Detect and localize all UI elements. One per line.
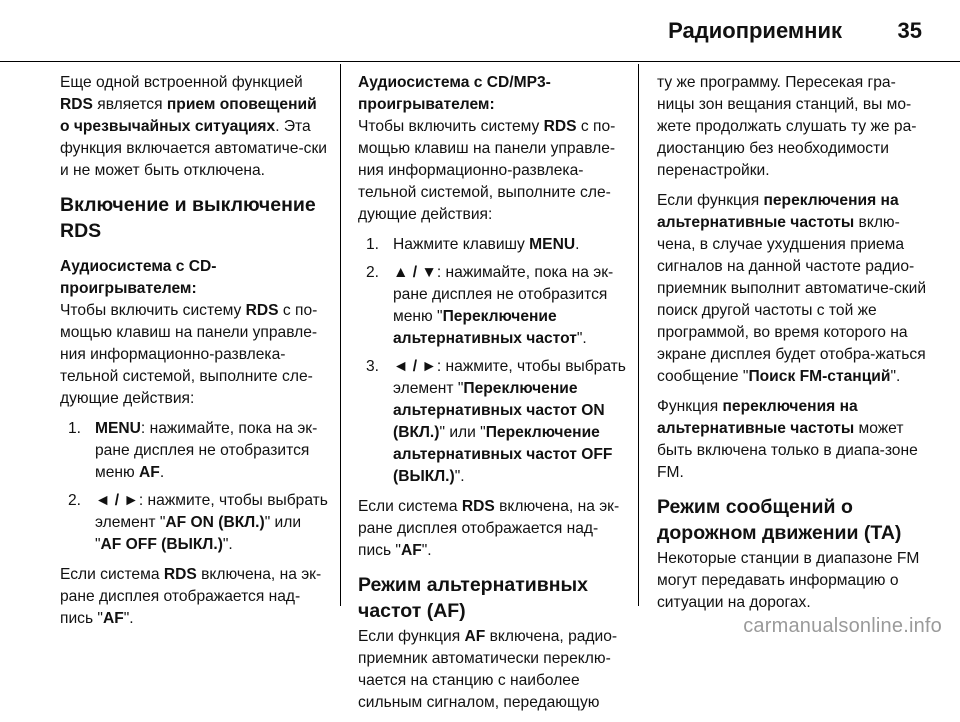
section-heading-ta: Режим сообщений о дорожном движении (TA): [657, 496, 902, 544]
section-heading-rds: Включение и выключение RDS: [60, 194, 316, 242]
af-continuation: ту же программу. Пересекая гра-ницы зон вещания станций, вы мо-жете продолжать слушать ту же ра-диостанцию без необходимости перенастройки.: [657, 74, 917, 179]
watermark-text: carmanualsonline.info: [743, 615, 942, 637]
intro-paragraph: Еще одной встроенной функцией RDS является прием оповещений о чрезвычайных ситуациях. Эта функция включается автоматиче-ски и не может быть отключена.: [60, 74, 328, 179]
rds-status-paragraph-mp3: Если система RDS включена, на эк-ране дисплея отображается над-пись "AF".: [358, 498, 620, 559]
steps-list-mp3: [358, 234, 628, 488]
ta-paragraph: Некоторые станции в диапазоне FM могут передавать информацию о ситуации на дорогах.: [657, 550, 920, 611]
page-header: [0, 0, 960, 62]
subheading-cd-mp3: Аудиосистема с CD/MP3-проигрывателем:: [358, 74, 551, 113]
column-divider-2: [638, 64, 639, 606]
list-item: 2. ▲ / ▼: нажимайте, пока на эк-ране дисплея не отобразится меню "Переключение альтернативных частот".: [366, 264, 614, 347]
section-heading-af: Режим альтернативных частот (AF): [358, 574, 589, 622]
af-switch-paragraph: Если функция переключения на альтернативные частоты вклю-чена, в случае ухудшения приема сигналов на данной частоте радио-приемник выполнит автоматиче-ский поиск другой частоты с той же программой, во время которого на экране дисплея будет отобра-жаться сообщение "Поиск FM-станций".: [657, 192, 927, 385]
list-item: 2. ◄ / ►: нажмите, чтобы выбрать элемент "AF ON (ВКЛ.)" или "AF OFF (ВЫКЛ.)".: [68, 492, 328, 553]
column-2: [358, 72, 628, 722]
subheading-cd: Аудиосистема с CD-проигрывателем:: [60, 258, 217, 297]
column-3: [657, 72, 927, 622]
column-divider-1: [340, 64, 341, 606]
header-divider: [0, 61, 960, 62]
list-item: 1. Нажмите клавишу MENU.: [366, 236, 580, 253]
af-paragraph: Если функция AF включена, радио-приемник автоматически переклю-чается на станцию с наиболее сильным сигналом, передающую: [358, 628, 618, 711]
page-number: 35: [897, 18, 922, 43]
list-item: 1. MENU: нажимайте, пока на эк-ране дисплея не отобразится меню AF.: [68, 420, 318, 481]
rds-instructions: Чтобы включить систему RDS с по-мощью клавиш на панели управле-ния информационно-развлека-тельной системой, выполните сле-дующие действия:: [60, 302, 318, 407]
rds-instructions-mp3: Чтобы включить систему RDS с по-мощью клавиш на панели управле-ния информационно-развлека-тельной системой, выполните сле-дующие действия:: [358, 118, 616, 223]
list-item: 3. ◄ / ►: нажмите, чтобы выбрать элемент "Переключение альтернативных частот ON (ВКЛ.)" или "Переключение альтернативных частот OFF (ВЫКЛ.)".: [366, 358, 626, 485]
rds-status-paragraph: Если система RDS включена, на эк-ране дисплея отображается над-пись "AF".: [60, 566, 322, 627]
column-1: [60, 72, 330, 638]
af-fm-paragraph: Функция переключения на альтернативные частоты может быть включена только в диапа-зоне FM.: [657, 398, 918, 481]
page-title: Радиоприемник: [668, 18, 842, 43]
steps-list: [60, 418, 330, 556]
